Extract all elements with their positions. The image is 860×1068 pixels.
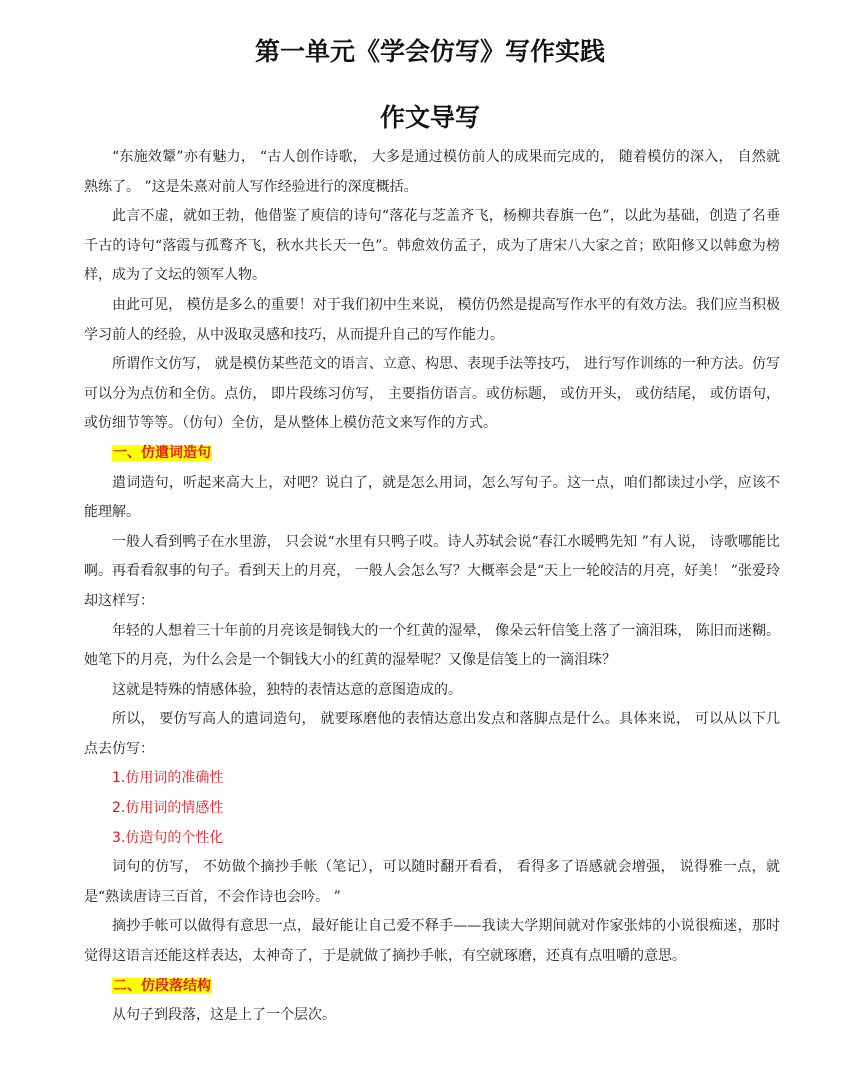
paragraph: 这就是特殊的情感体验，独特的表情达意的意图造成的。 — [112, 681, 462, 698]
section-heading-text: 一、仿遣词造句 — [113, 444, 211, 461]
section-heading-text: 二、仿段落结构 — [113, 977, 211, 994]
list-item: 2.仿用词的情感性 — [112, 800, 224, 817]
paragraph: 词句的仿写， 不妨做个摘抄手帐（笔记），可以随时翻开看看， 看得多了语感就会增强， 说得雅一点，就是“熟读唐诗三百首，不会作诗也会吟。 ” — [84, 859, 780, 905]
paragraph: 年轻的人想着三十年前的月亮该是铜钱大的一个红黄的湿晕， 像朵云轩信笺上落了一滴泪珠， 陈旧而迷糊。她笔下的月亮，为什么会是一个铜钱大小的红黄的湿晕呢？又像是信笺上的一滴泪珠？ — [84, 622, 780, 669]
document-subtitle: 作文导写 — [379, 103, 480, 132]
list-item: 1.仿用词的准确性 — [112, 770, 224, 787]
paragraph: 此言不虚，就如王勃，他借鉴了庾信的诗句“落花与芝盖齐飞，杨柳共春旗一色”，以此为基础，创造了名垂千古的诗句“落霞与孤鹜齐飞，秋水共长天一色”。韩愈效仿孟子，成为了唐宋八大家之首；欧阳修又以韩愈为榜样，成为了文坛的领军人物。 — [84, 208, 780, 284]
paragraph: 所谓作文仿写， 就是模仿某些范文的语言、立意、构思、表现手法等技巧， 进行写作训练的一种方法。仿写可以分为点仿和全仿。点仿， 即片段练习仿写， 主要指仿语言。或仿标题， 或仿开头， 或仿结尾， 或仿语句，或仿细节等等。（仿句）全仿，是从整体上模仿范文来写作的方式。 — [84, 356, 780, 432]
paragraph: 摘抄手帐可以做得有意思一点，最好能让自己爱不释手——我读大学期间就对作家张炜的小说很痴迷，那时觉得这语言还能这样表达，太神奇了，于是就做了摘抄手帐，有空就琢磨，还真有点咀嚼的意思。 — [84, 918, 780, 965]
paragraph: 遣词造句，听起来高大上，对吧？说白了，就是怎么用词，怎么写句子。这一点，咱们都读过小学，应该不能理解。 — [84, 474, 780, 521]
document-title: 第一单元《学会仿写》写作实践 — [254, 37, 605, 66]
paragraph: “东施效颦”亦有魅力， “古人创作诗歌， 大多是通过模仿前人的成果而完成的， 随着模仿的深入， 自然就熟练了。 ”这是朱熹对前人写作经验进行的深度概括。 — [84, 149, 780, 195]
list-item: 3.仿造句的个性化 — [112, 829, 224, 846]
paragraph: 一般人看到鸭子在水里游， 只会说“水里有只鸭子哎。诗人苏轼会说“春江水暖鸭先知 ”有人说， 诗歌哪能比啊。再看看叙事的句子。看到天上的月亮， 一般人会怎么写？大概率会是“天上一轮皎洁的月亮，好美！ ”张爱玲却这样写： — [84, 533, 780, 609]
paragraph: 从句子到段落，这是上了一个层次。 — [112, 1007, 336, 1024]
document-body — [84, 143, 780, 1031]
paragraph: 由此可见， 模仿是多么的重要！对于我们初中生来说， 模仿仍然是提高写作水平的有效方法。我们应当积极学习前人的经验，从中汲取灵感和技巧，从而提升自己的写作能力。 — [84, 296, 780, 343]
section-heading — [84, 439, 780, 469]
section-heading — [84, 972, 780, 1002]
paragraph: 所以， 要仿写高人的遣词造句， 就要琢磨他的表情达意出发点和落脚点是什么。具体来说， 可以从以下几点去仿写： — [84, 711, 780, 757]
